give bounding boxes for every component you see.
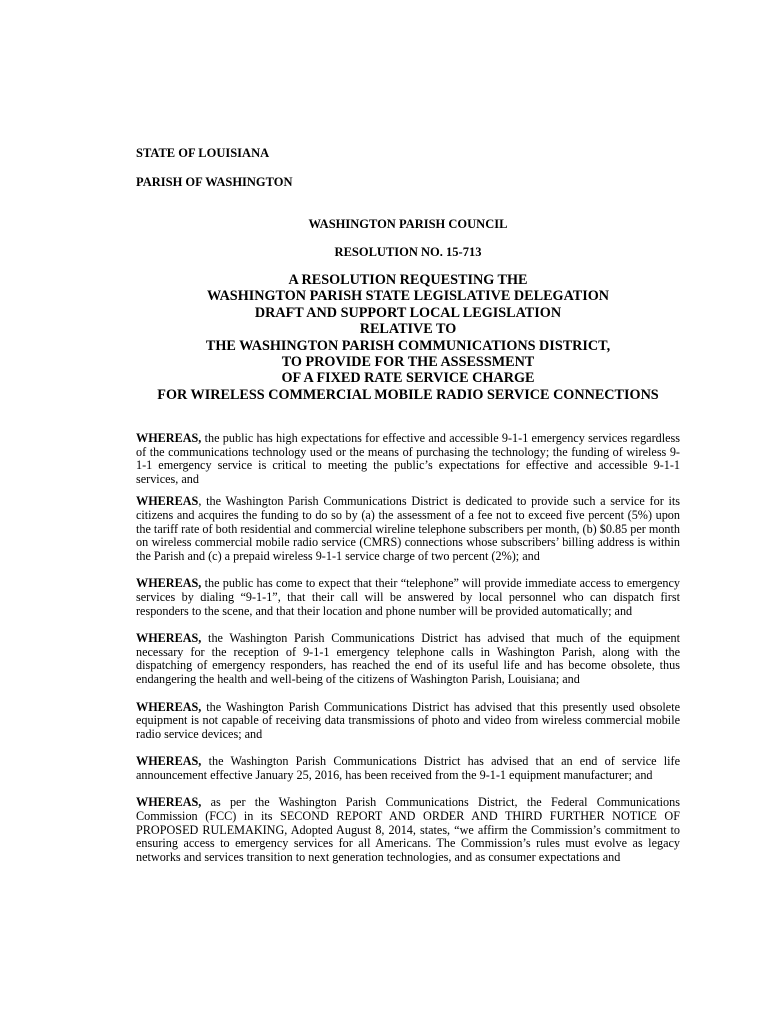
resolution-body [136, 432, 680, 878]
whereas-paragraph [136, 755, 680, 782]
title-line: OF A FIXED RATE SERVICE CHARGE [281, 370, 535, 387]
state-heading: STATE OF LOUISIANA [136, 146, 270, 160]
paragraph-text: the public has come to expect that their “telephone” will provide immediate access to emergency services by dialing “9-1-1”, that their call will be answered by local personnel who can dispatch first responders to the scene, and that their location and phone number will be provided automatically; and [136, 576, 680, 618]
whereas-lead: WHEREAS, [136, 699, 202, 714]
paragraph-text: the public has high expectations for effective and accessible 9-1-1 emergency services regardless of the communications technology used or the means of purchasing the technology; the funding of wireless 9-1-1 emergency service is critical to meeting the public’s expectations for effective and accessible 9-1-1 services, and [136, 431, 680, 486]
paragraph-text: , the Washington Parish Communications District is dedicated to provide such a service for its citizens and acquires the funding to do so by (a) the assessment of a fee not to exceed five percent (5%) upon the tariff rate of both residential and commercial wireline telephone subscribers per month, (b) $0.85 per month on wireless commercial mobile radio service (CMRS) connections whose subscribers’ billing address is within the Parish and (c) a prepaid wireless 9-1-1 service charge of two percent (2%); and [136, 494, 680, 563]
whereas-paragraph [136, 632, 680, 686]
council-heading: WASHINGTON PARISH COUNCIL [308, 217, 508, 231]
title-line: DRAFT AND SUPPORT LOCAL LEGISLATION [254, 304, 562, 321]
paragraph-text: the Washington Parish Communications District has advised that an end of service life announcement effective January 25, 2016, has been received from the 9-1-1 equipment manufacturer; and [136, 754, 680, 782]
whereas-paragraph [136, 796, 680, 864]
title-line: RELATIVE TO [359, 321, 457, 338]
title-line: WASHINGTON PARISH STATE LEGISLATIVE DELEGATION [206, 288, 610, 305]
whereas-paragraph [136, 432, 680, 486]
paragraph-text: as per the Washington Parish Communications District, the Federal Communications Commission (FCC) in its SECOND REPORT AND ORDER AND THIRD FURTHER NOTICE OF PROPOSED RULEMAKING, Adopted August 8, 2014, states, “we affirm the Commission’s commitment to ensuring access to emergency services for all Americans. The Commission’s rules must evolve as legacy networks and services transition to next generation technologies, and as consumer expectations and [136, 795, 680, 864]
title-line: A RESOLUTION REQUESTING THE [288, 272, 528, 288]
paragraph-text: the Washington Parish Communications District has advised that much of the equipment necessary for the reception of 9-1-1 emergency telephone calls in Washington Parish, along with the dispatching of emergency responders, has reached the end of its useful life and has become obsolete, thus endangering the health and well-being of the citizens of Washington Parish, Louisiana; and [136, 631, 680, 686]
whereas-paragraph [136, 701, 680, 742]
whereas-lead: WHEREAS, [136, 431, 202, 445]
parish-heading: PARISH OF WASHINGTON [136, 175, 293, 189]
whereas-paragraph [136, 577, 680, 618]
resolution-number: RESOLUTION NO. 15-713 [334, 245, 482, 259]
whereas-paragraph [136, 495, 680, 563]
whereas-lead: WHEREAS, [136, 576, 202, 591]
title-line: THE WASHINGTON PARISH COMMUNICATIONS DISTRICT, [205, 337, 611, 354]
title-line: TO PROVIDE FOR THE ASSESSMENT [281, 354, 535, 371]
whereas-lead: WHEREAS, [136, 631, 202, 646]
title-line: FOR WIRELESS COMMERCIAL MOBILE RADIO SERVICE CONNECTIONS [157, 386, 659, 403]
whereas-lead: WHEREAS, [136, 795, 202, 810]
whereas-lead: WHEREAS [136, 494, 199, 509]
paragraph-text: the Washington Parish Communications District has advised that this presently used obsolete equipment is not capable of receiving data transmissions of photo and video from wireless commercial mobile radio service devices; and [136, 699, 680, 741]
resolution-title [0, 272, 770, 403]
whereas-lead: WHEREAS, [136, 754, 202, 769]
